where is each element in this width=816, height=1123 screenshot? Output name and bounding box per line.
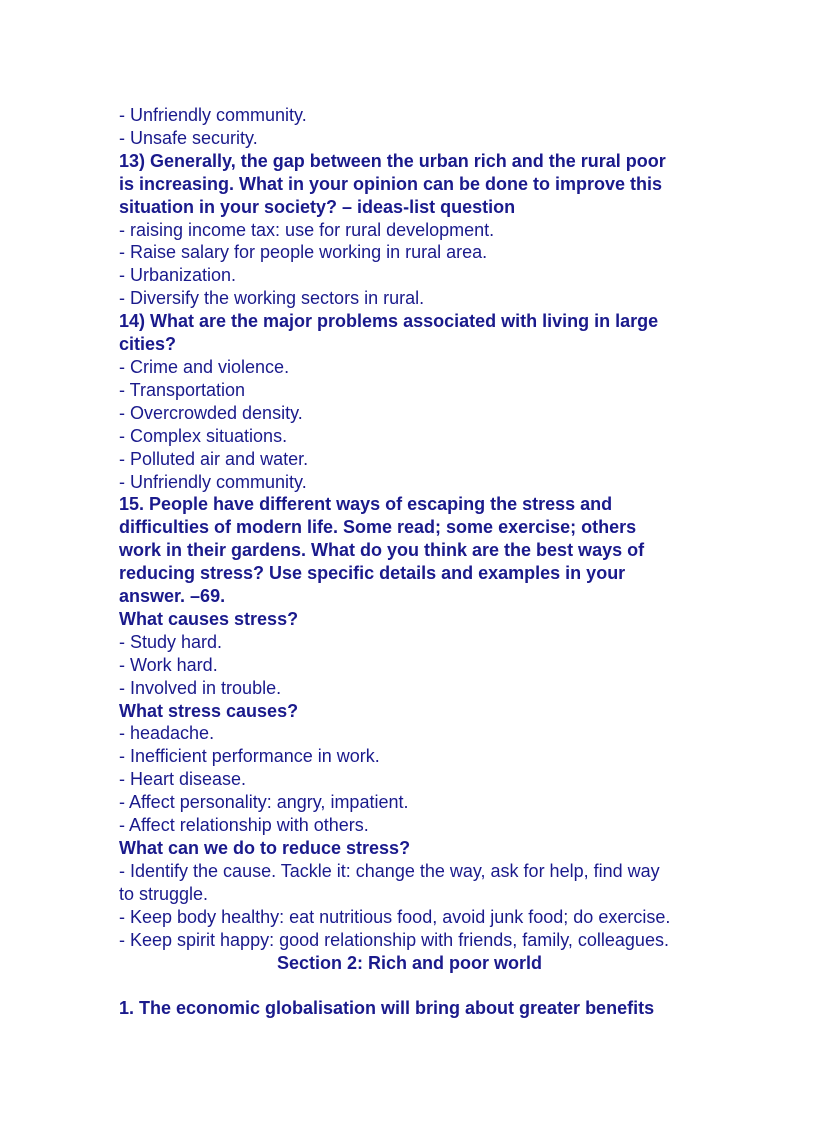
subheading: What stress causes? — [119, 700, 299, 721]
list-item-continuation: to struggle. — [119, 883, 209, 904]
question-heading: reducing stress? Use specific details and examples in your — [119, 563, 626, 584]
list-item: - Overcrowded density. — [119, 402, 303, 423]
question-heading: situation in your society? – ideas-list question — [119, 196, 516, 217]
subheading: What causes stress? — [119, 608, 299, 629]
list-item: - Involved in trouble. — [119, 677, 282, 698]
blank-line — [119, 974, 719, 997]
document-body — [119, 104, 719, 1020]
question-heading: 15. People have different ways of escaping the stress and — [119, 494, 613, 515]
list-item: - Inefficient performance in work. — [119, 746, 380, 767]
list-item: - Heart disease. — [119, 769, 247, 790]
question-heading: 13) Generally, the gap between the urban rich and the rural poor — [119, 150, 666, 171]
question-heading: cities? — [119, 334, 177, 355]
list-item: - Transportation — [119, 379, 246, 400]
section-title: Section 2: Rich and poor world — [276, 952, 543, 973]
list-item: - raising income tax: use for rural development. — [119, 219, 495, 240]
list-item: - Affect personality: angry, impatient. — [119, 792, 409, 813]
list-item: - Keep body healthy: eat nutritious food, avoid junk food; do exercise. — [119, 906, 671, 927]
list-item: - Urbanization. — [119, 265, 237, 286]
list-item: - Crime and violence. — [119, 356, 290, 377]
list-item: - Unfriendly community. — [119, 471, 307, 492]
list-item: - Unfriendly community. — [119, 105, 307, 125]
subheading: What can we do to reduce stress? — [119, 838, 411, 858]
list-item: - headache. — [119, 723, 215, 744]
list-item: - Complex situations. — [119, 425, 288, 446]
list-item: - Polluted air and water. — [119, 448, 309, 469]
list-item: - Work hard. — [119, 654, 218, 675]
list-item: - Keep spirit happy: good relationship with friends, family, colleagues. — [119, 929, 669, 950]
question-heading: answer. –69. — [119, 586, 226, 607]
list-item: - Identify the cause. Tackle it: change the way, ask for help, find way — [119, 860, 660, 881]
list-item: - Raise salary for people working in rural area. — [119, 242, 488, 263]
question-heading: work in their gardens. What do you think are the best ways of — [119, 540, 645, 561]
question-heading: difficulties of modern life. Some read; some exercise; others — [119, 517, 637, 538]
question-heading: is increasing. What in your opinion can be done to improve this — [119, 173, 663, 194]
list-item: - Study hard. — [119, 631, 223, 652]
question-heading: 1. The economic globalisation will bring about greater benefits — [119, 998, 655, 1019]
list-item: - Affect relationship with others. — [119, 815, 369, 836]
list-item: - Unsafe security. — [119, 127, 258, 148]
question-heading: 14) What are the major problems associated with living in large — [119, 311, 659, 332]
list-item: - Diversify the working sectors in rural. — [119, 288, 425, 309]
